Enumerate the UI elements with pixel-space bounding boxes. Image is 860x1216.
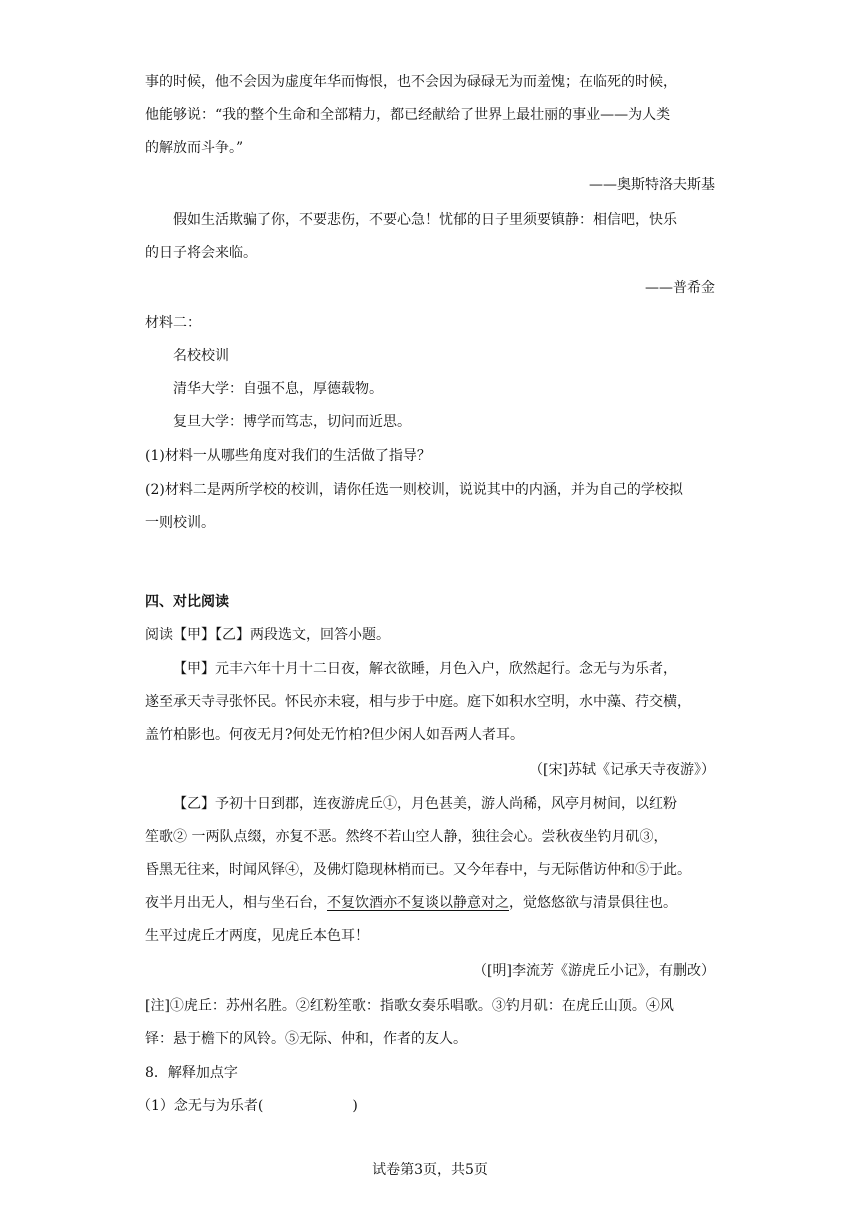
passage-jia-line: 【甲】元丰六年十月十二日夜，解衣欲睡，月色入户，欣然起行。念无与为乐者， [173,661,677,677]
material-title: 材料二： [145,315,201,331]
passage-jia-line: 盖竹柏影也。何夜无月?何处无竹柏?但少闲人如吾两人者耳。 [145,727,525,743]
question-8-1: （1）念无与为乐者( ) [137,1098,358,1114]
text-line: 的解放而斗争。” [145,140,244,156]
motto-fudan: 复旦大学：博学而笃志，切问而近思。 [173,414,411,430]
quote-author: ——普希金 [645,280,715,296]
passage-yi-line: 【乙】予初十日到郡，连夜游虎丘①，月色甚美，游人尚稀，风亭月树间，以红粉 [173,796,677,812]
question-1: (1)材料一从哪些角度对我们的生活做了指导？ [145,448,431,464]
passage-yi-line: 笙歌② 一两队点缀，亦复不恶。然终不若山空人静，独往会心。尝秋夜坐钓月矶③， [145,829,668,845]
text-span: ，觉悠悠欲与清景俱往也。 [509,895,677,911]
passage-yi-source: （[明]李流芳《游虎丘小记》，有删改） [473,963,715,979]
text-line: 的日子将会来临。 [145,245,257,261]
text-line: 事的时候，他不会因为虚度年华而悔恨，也不会因为碌碌无为而羞愧；在临死的时候， [145,74,677,90]
notes-line: [注]①虎丘：苏州名胜。②红粉笙歌：指歌女奏乐唱歌。③钓月矶：在虎丘山顶。④风 [145,998,674,1014]
quote-author: ——奥斯特洛夫斯基 [589,177,715,193]
passage-jia-source: （[宋]苏轼《记承天寺夜游》） [529,762,715,778]
material-subtitle: 名校校训 [173,348,229,364]
text-line: 他能够说：“我的整个生命和全部精力，都已经献给了世界上最壮丽的事业——为人类 [145,107,671,123]
passage-jia-line: 遂至承天寺寻张怀民。怀民亦未寝，相与步于中庭。庭下如积水空明，水中藻、荇交横， [145,694,691,710]
text-span: 夜半月出无人，相与坐石台， [145,895,327,911]
question-8: 8．解释加点字 [145,1065,238,1081]
page-footer: 试卷第3页，共5页 [372,1162,488,1178]
underlined-sentence: 不复饮酒亦不复谈以静意对之 [327,895,509,911]
passage-yi-line: 生平过虎丘才两度，见虎丘本色耳！ [145,928,369,944]
motto-tsinghua: 清华大学：自强不息，厚德载物。 [173,381,383,397]
text-line: 假如生活欺骗了你，不要悲伤，不要心急！忧郁的日子里须要镇静：相信吧，快乐 [173,212,677,228]
section-heading: 四、对比阅读 [145,594,229,610]
passage-yi-line: 昏黑无往来，时闻风铎④，及佛灯隐现林梢而已。又今年春中，与无际偕访仲和⑤于此。 [145,862,691,878]
question-2: (2)材料二是两所学校的校训，请你任选一则校训，说说其中的内涵，并为自己的学校拟 [145,482,683,498]
passage-yi-line [145,893,677,913]
instruction: 阅读【甲】【乙】两段选文，回答小题。 [145,627,390,643]
notes-line: 铎：悬于檐下的风铃。⑤无际、仲和，作者的友人。 [145,1031,467,1047]
question-2-cont: 一则校训。 [145,515,215,531]
